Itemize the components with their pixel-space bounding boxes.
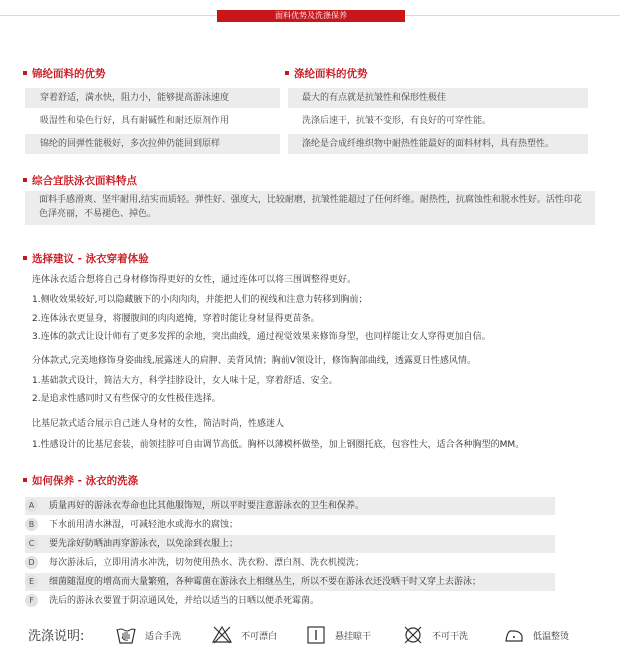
choose-line: 连体泳衣适合想将自己身材修饰得更好的女性，通过连体可以将三围调整得更好。 bbox=[32, 275, 357, 285]
choose-section-title: 选择建议 - 泳衣穿着体验 bbox=[23, 251, 149, 266]
care-item: B 下水前用清水淋湿，可减轻池水或海水的腐蚀； bbox=[25, 516, 555, 534]
hang-dry-icon bbox=[305, 624, 327, 646]
letter-badge: C bbox=[25, 537, 38, 550]
care-item: E 细菌随湿度的增高而大量繁殖，各种霉菌在游泳衣上相继丛生，所以不要在游泳衣还没晒干时又穿上去游泳； bbox=[25, 573, 555, 591]
polyester-section-title: 涤纶面料的优势 bbox=[285, 66, 368, 81]
choose-line: 3.连体的款式让设计师有了更多发挥的余地，突出曲线，通过视觉效果来修饰身型，也同样能让女人穿得更加自信。 bbox=[32, 332, 491, 342]
choose-line: 2.连体泳衣更显身，将腰腹间的肉肉遮掩，穿着时能让身材显得更苗条。 bbox=[32, 314, 320, 324]
red-square-icon bbox=[23, 478, 27, 482]
letter-badge: F bbox=[25, 594, 38, 607]
nylon-row: 锦纶的回弹性能极好，多次拉伸仍能回到原样 bbox=[25, 134, 280, 154]
letter-badge: D bbox=[25, 556, 38, 569]
care-item: C 要先涂好防晒油再穿游泳衣，以免涂到衣服上； bbox=[25, 535, 555, 553]
nylon-row: 穿着舒适，満水快，阻力小，能够提高游泳速度 bbox=[25, 88, 280, 108]
fabric-section-title: 综合宜肤泳衣面料特点 bbox=[23, 173, 137, 188]
wash-item-hang-dry: 悬挂晾干 bbox=[305, 624, 371, 646]
red-square-icon bbox=[23, 178, 27, 182]
letter-badge: E bbox=[25, 575, 38, 588]
wash-item-hand-wash: 适合手洗 bbox=[115, 624, 181, 646]
bikini-line: 1.性感设计的比基尼套装，前领挂脖可自由调节高低。胸杯以薄模杯做垫，加上钢圈托底，包容性大，适合各种胸型的MM。 bbox=[32, 440, 525, 450]
nylon-section-title: 锦纶面料的优势 bbox=[23, 66, 106, 81]
split-line: 1.基础款式设计，简洁大方，科学挂脖设计，女人味十足，穿着舒适、安全。 bbox=[32, 376, 338, 386]
wash-title: 洗涤说明: bbox=[28, 629, 85, 644]
nylon-row: 吸湿性和染色行好，具有耐碱性和耐还原剂作用 bbox=[40, 116, 230, 126]
no-bleach-icon bbox=[211, 624, 233, 646]
low-iron-icon bbox=[503, 624, 525, 646]
letter-badge: B bbox=[25, 518, 38, 531]
split-line: 2.是追求性感同时又有些保守的女性极佳选择。 bbox=[32, 394, 221, 404]
polyester-row: 涤纶是合成纤维织物中耐热性能最好的面料材料，具有热塑性。 bbox=[288, 134, 588, 154]
header-label: 面料优势及洗涤保养 bbox=[217, 10, 405, 22]
red-square-icon bbox=[23, 71, 27, 75]
hand-wash-icon bbox=[115, 624, 137, 646]
choose-line: 1.侧收效果较好,可以隐藏腋下的小肉肉肉，并能把人们的视线和注意力转移到胸前； bbox=[32, 295, 368, 305]
polyester-row: 洗涤后速干，抗皱不变形，有良好的可穿性能。 bbox=[302, 116, 492, 126]
wash-item-no-dry-clean: 不可干洗 bbox=[402, 624, 468, 646]
wash-item-no-bleach: 不可漂白 bbox=[211, 624, 277, 646]
letter-badge: A bbox=[25, 499, 38, 512]
red-square-icon bbox=[23, 256, 27, 260]
header-bar bbox=[0, 10, 620, 22]
bikini-line: 比基尼款式适合展示自己迷人身材的女性，简洁时尚，性感迷人 bbox=[32, 419, 285, 429]
polyester-row: 最大的有点就是抗皱性和保形性极佳 bbox=[288, 88, 588, 108]
care-item: D 每次游泳后，立即用清水冲洗，切勿使用热水、洗衣粉、漂白剂、洗衣机搅洗； bbox=[25, 554, 555, 572]
no-dry-clean-icon bbox=[402, 624, 424, 646]
care-item: F 洗后的游泳衣要置于阴凉通风处，并给以适当的日晒以便杀死霉菌。 bbox=[25, 592, 555, 610]
fabric-features-text: 面料手感滑爽、坚牢耐用,结实而质轻。弹性好、强度大，比较耐磨，抗皱性能超过了任何纤维。耐热性，抗腐蚀性和脱水性好。活性印花色泽亮丽，不易褪色、掉色。 bbox=[25, 191, 595, 225]
split-line: 分体款式,完美地修饰身姿曲线,展露迷人的肩胛、美背风情；胸前V领设计，修饰胸部曲线，透露夏日性感风情。 bbox=[32, 356, 476, 366]
wash-item-low-iron: 低温整烫 bbox=[503, 624, 569, 646]
care-section-title: 如何保养 - 泳衣的洗涤 bbox=[23, 473, 138, 488]
red-square-icon bbox=[285, 71, 289, 75]
care-item: A 质量再好的游泳衣寿命也比其他服饰短，所以平时要注意游泳衣的卫生和保养。 bbox=[25, 497, 555, 515]
